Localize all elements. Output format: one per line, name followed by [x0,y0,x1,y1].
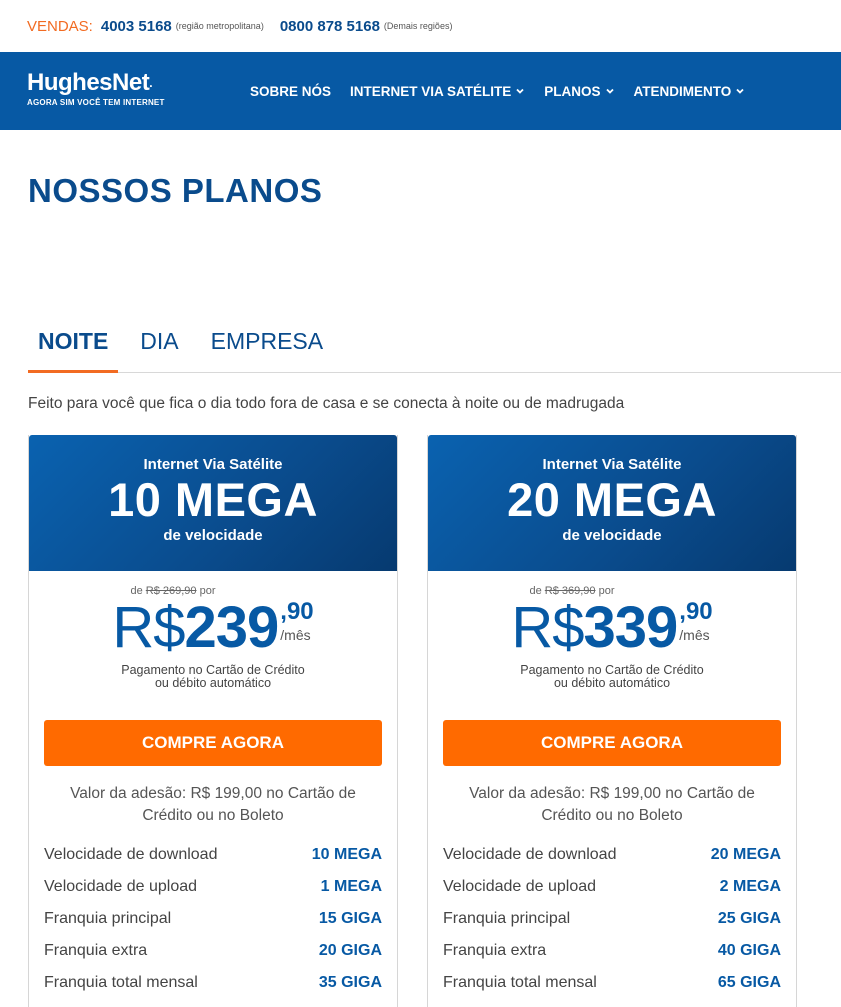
old-price-prefix: de [529,585,542,597]
plan-specs [443,846,781,1006]
buy-now-button[interactable]: COMPRE AGORA [44,720,382,766]
spec-value: 2 MEGA [719,878,781,895]
spec-label: Velocidade de upload [443,878,597,895]
spec-label: Franquia extra [44,942,148,959]
tab-description: Feito para você que fica o dia todo fora de casa e se conecta à noite ou de madrugada [28,395,625,412]
price-integer: 239 [184,595,279,660]
spec-label: Franquia total mensal [44,974,198,991]
old-price-prefix: de [130,585,143,597]
spec-row [44,910,382,942]
price-period: /mês [280,627,311,643]
spec-value: 1 MEGA [320,878,382,895]
spec-row [443,878,781,910]
spec-label: Franquia extra [443,942,547,959]
payment-line: ou débito automático [154,676,272,690]
spec-row [44,878,382,910]
price-period: /mês [679,627,710,643]
price-currency: R$ [511,595,584,660]
spec-label: Franquia principal [44,910,172,927]
old-price-suffix: por [598,585,615,597]
payment-line: Pagamento no Cartão de Crédito [121,663,305,677]
tab-dia[interactable]: DIA [140,328,179,354]
plan-speed-caption: de velocidade [562,527,662,544]
adesao-note [29,783,397,827]
plan-card-10-mega [28,435,398,1007]
main-navbar [0,52,841,130]
plan-subtitle: Internet Via Satélite [542,456,682,473]
logo-dot: . [149,76,153,90]
old-price-value: R$ 269,90 [145,585,197,597]
spec-label: Velocidade de download [443,846,617,863]
page-title: NOSSOS PLANOS [28,172,323,209]
current-price [428,595,796,661]
nav-item-label: INTERNET VIA SATÉLITE [350,83,512,99]
adesao-line: Valor da adesão: R$ 199,00 no Cartão de [70,785,356,802]
plan-tabs [28,320,841,373]
spec-label: Velocidade de upload [44,878,198,895]
tab-noite[interactable]: NOITE [28,320,118,373]
plan-speed-caption: de velocidade [163,527,263,544]
spec-row [44,942,382,974]
spec-value: 25 GIGA [717,910,781,927]
region-other-note: (Demais regiões) [383,21,453,31]
plan-header [428,435,796,571]
spec-row [443,942,781,974]
payment-line: ou débito automático [553,676,671,690]
nav-item-label: PLANOS [544,83,601,99]
spec-value: 20 GIGA [318,942,382,959]
old-price-value: R$ 369,90 [544,585,596,597]
plan-specs [44,846,382,1006]
nav-item-sobre-nos[interactable] [250,84,331,99]
nav-item-atendimento[interactable] [634,84,746,99]
spec-value: 35 GIGA [318,974,382,991]
nav-menu [250,52,764,130]
spec-label: Franquia principal [443,910,571,927]
spec-label: Franquia total mensal [443,974,597,991]
nav-item-label: ATENDIMENTO [633,83,732,99]
plan-speed: 20 MEGA [507,473,717,526]
spec-row [443,974,781,1006]
plan-speed: 10 MEGA [108,473,318,526]
spec-label: Velocidade de download [44,846,218,863]
nav-item-planos[interactable] [544,84,614,99]
old-price-suffix: por [199,585,216,597]
phone-other-regions-link[interactable]: 0800 878 5168 [279,17,380,35]
price-cents: ,90 [280,598,314,625]
spec-value: 65 GIGA [717,974,781,991]
spec-value: 20 MEGA [710,846,781,863]
chevron-down-icon [515,86,525,96]
plan-header [29,435,397,571]
payment-line: Pagamento no Cartão de Crédito [520,663,704,677]
spec-value: 40 GIGA [717,942,781,959]
buy-now-button[interactable]: COMPRE AGORA [443,720,781,766]
adesao-line: Crédito ou no Boleto [541,807,683,824]
tab-empresa[interactable]: EMPRESA [210,328,324,354]
logo-brand: HughesNet [27,69,150,96]
payment-note [428,664,796,690]
price-integer: 339 [583,595,678,660]
adesao-line: Crédito ou no Boleto [142,807,284,824]
price-cents: ,90 [679,598,713,625]
spec-row [44,974,382,1006]
adesao-line: Valor da adesão: R$ 199,00 no Cartão de [469,785,755,802]
chevron-down-icon [735,86,745,96]
spec-value: 15 GIGA [318,910,382,927]
nav-item-label: SOBRE NÓS [250,83,332,99]
spec-row [443,910,781,942]
sales-phone-bar [0,0,841,52]
current-price [29,595,397,661]
region-metropolitan-note: (região metropolitana) [175,21,264,31]
spec-value: 10 MEGA [311,846,382,863]
vendas-label: VENDAS: [27,17,93,35]
price-currency: R$ [112,595,185,660]
phone-metropolitan-link[interactable]: 4003 5168 [100,17,172,35]
chevron-down-icon [605,86,615,96]
hughesnet-logo[interactable] [27,70,165,107]
spec-row [443,846,781,878]
nav-item-internet-via-satelite[interactable] [350,84,525,99]
payment-note [29,664,397,690]
plan-card-20-mega [427,435,797,1007]
adesao-note [428,783,796,827]
spec-row [44,846,382,878]
plan-subtitle: Internet Via Satélite [143,456,283,473]
logo-tagline: AGORA SIM VOCÊ TEM INTERNET [27,98,165,107]
